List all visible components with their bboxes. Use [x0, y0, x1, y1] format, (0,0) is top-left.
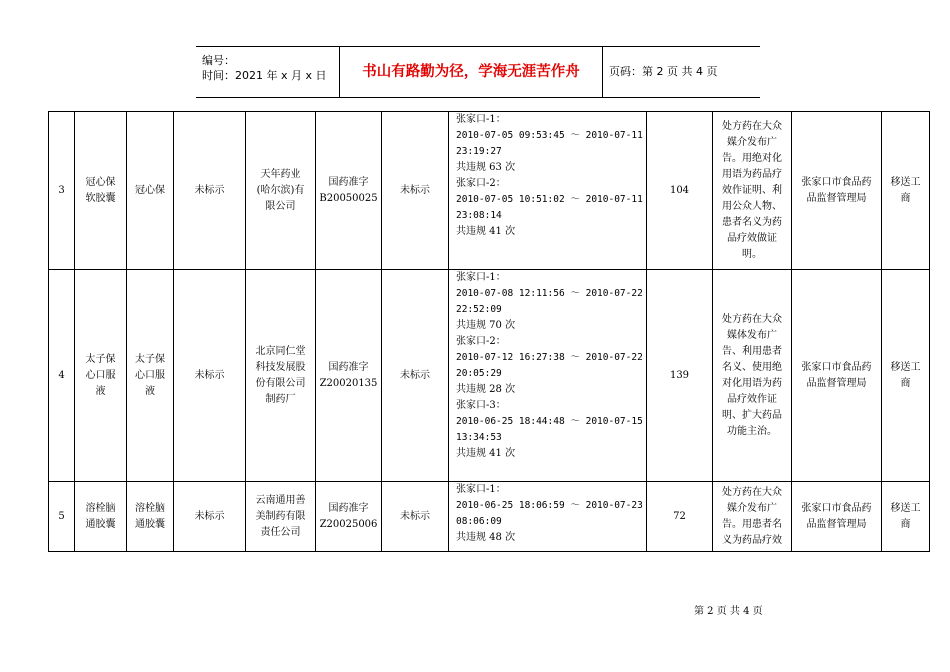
header-meta [196, 47, 339, 97]
broadcast-time-line: 张家口-2： [456, 178, 506, 189]
approval-number-line: B20050025 [319, 192, 378, 204]
violation-content-line: 媒介发布广 [727, 502, 777, 514]
manufacturer [246, 270, 316, 482]
manufacturer [246, 482, 316, 552]
violation-content-line: 用语为药品疗 [722, 168, 782, 180]
handling-action [882, 270, 930, 482]
broadcast-times [449, 112, 647, 270]
broadcast-time-line: 13:34:53 [456, 432, 502, 443]
broadcast-time-line: 22:52:09 [456, 304, 502, 315]
violation-content-line: 名义、使用绝 [722, 361, 782, 373]
handling-action-line: 商 [900, 192, 911, 204]
specification: 未标示 [174, 112, 246, 270]
violation-content-line: 效作证明、利 [722, 184, 782, 196]
page-footer: 第 2 页 共 4 页 [694, 606, 763, 617]
broadcast-time-line: 张家口-3： [456, 400, 506, 411]
handling-action [882, 482, 930, 552]
broadcast-time-line: 08:06:09 [456, 516, 502, 527]
page-header [196, 46, 760, 98]
row-number: 3 [49, 112, 75, 270]
table-row [49, 270, 930, 482]
manufacturer-line: (哈尔滨)有 [256, 184, 305, 196]
brand-name [127, 270, 174, 482]
broadcast-time-line: 张家口-1： [456, 272, 506, 283]
ad-approval-number: 未标示 [382, 270, 449, 482]
broadcast-time-line: 2010-07-12 16:27:38 ～ 2010-07-22 [456, 352, 643, 363]
brand-name-line: 溶栓脑 [135, 502, 165, 514]
code-label: 编号： [202, 54, 235, 67]
product-name-line: 心口服 [85, 369, 116, 381]
product-name-line: 通胶囊 [85, 518, 116, 530]
violation-table [48, 111, 930, 552]
product-name [75, 112, 127, 270]
manufacturer-line: 限公司 [265, 200, 296, 212]
reporting-department-line: 品监督管理局 [806, 192, 867, 204]
violation-content-line: 功能主治。 [727, 425, 777, 437]
reporting-department [792, 270, 882, 482]
broadcast-time-line: 共违规 41 次 [456, 226, 516, 237]
table-row [49, 112, 930, 270]
violation-content [713, 112, 792, 270]
specification: 未标示 [174, 482, 246, 552]
approval-number-line: 国药准字 [328, 176, 369, 188]
violation-content [713, 270, 792, 482]
manufacturer-line: 制药厂 [265, 393, 296, 405]
broadcast-time-line: 张家口-1： [456, 114, 506, 125]
brand-name-line: 太子保 [135, 353, 165, 365]
broadcast-time-line: 共违规 70 次 [456, 320, 516, 331]
brand-name-line: 冠心保 [135, 184, 165, 196]
manufacturer-line: 天年药业 [260, 168, 301, 180]
brand-name [127, 112, 174, 270]
broadcast-time-line: 20:05:29 [456, 368, 502, 379]
ad-approval-number: 未标示 [382, 482, 449, 552]
handling-action-line: 商 [900, 518, 911, 530]
broadcast-time-line: 2010-06-25 18:06:59 ～ 2010-07-23 [456, 500, 643, 511]
broadcast-time-line: 23:08:14 [456, 210, 502, 221]
approval-number [316, 482, 382, 552]
brand-name-line: 液 [145, 385, 155, 397]
violation-content [713, 482, 792, 552]
violation-content-line: 明、扩大药品 [722, 409, 782, 421]
row-number: 4 [49, 270, 75, 482]
broadcast-time-line: 共违规 28 次 [456, 384, 516, 395]
handling-action-line: 移送工 [890, 176, 921, 188]
violation-content-line: 告。用绝对化 [722, 152, 782, 164]
broadcast-time-line: 2010-07-08 12:11:56 ～ 2010-07-22 [456, 288, 643, 299]
product-name-line: 液 [95, 385, 106, 397]
violation-content-line: 告、利用患者 [722, 345, 782, 357]
approval-number [316, 270, 382, 482]
header-motto: 书山有路勤为径，学海无涯苦作舟 [362, 64, 580, 80]
violation-content-line: 明。 [742, 248, 762, 260]
manufacturer-line: 科技发展股 [255, 361, 306, 373]
reporting-department-line: 品监督管理局 [806, 377, 867, 389]
violation-content-line: 处方药在大众 [722, 313, 782, 325]
product-name-line: 太子保 [85, 353, 116, 365]
approval-number [316, 112, 382, 270]
approval-number-line: 国药准字 [328, 361, 369, 373]
broadcast-time-line: 张家口-2： [456, 336, 506, 347]
violation-content-line: 处方药在大众 [722, 120, 782, 132]
violation-content-line: 品疗效做证 [727, 232, 777, 244]
product-name-line: 溶栓脑 [85, 502, 116, 514]
violation-content-line: 义为药品疗效 [722, 534, 782, 546]
handling-action-line: 移送工 [890, 502, 921, 514]
ad-approval-number: 未标示 [382, 112, 449, 270]
handling-action [882, 112, 930, 270]
reporting-department [792, 482, 882, 552]
approval-number-line: Z20020135 [319, 377, 378, 389]
broadcast-time-line: 2010-07-05 10:51:02 ～ 2010-07-11 [456, 194, 643, 205]
product-name [75, 482, 127, 552]
manufacturer-line: 美制药有限 [255, 510, 306, 522]
manufacturer [246, 112, 316, 270]
manufacturer-line: 份有限公司 [255, 377, 306, 389]
handling-action-line: 商 [900, 377, 911, 389]
time-label: 时间：2021 年 x 月 x 日 [202, 69, 327, 82]
product-name-line: 软胶囊 [85, 192, 116, 204]
manufacturer-line: 北京同仁堂 [255, 345, 306, 357]
header-page-number: 页码：第 2 页 共 4 页 [609, 65, 718, 78]
broadcast-time-line: 2010-06-25 18:44:48 ～ 2010-07-15 [456, 416, 643, 427]
reporting-department-line: 张家口市食品药 [801, 361, 872, 373]
violation-content-line: 患者名义为药 [722, 216, 782, 228]
broadcast-time-line: 张家口-1： [456, 484, 506, 495]
broadcast-times [449, 482, 647, 552]
broadcast-times [449, 270, 647, 482]
header-divider [602, 47, 603, 97]
product-name [75, 270, 127, 482]
broadcast-time-line: 共违规 41 次 [456, 448, 516, 459]
reporting-department [792, 112, 882, 270]
brand-name-line: 心口服 [135, 369, 165, 381]
table-row [49, 482, 930, 552]
violation-content-line: 对化用语为药 [722, 377, 782, 389]
approval-number-line: Z20025006 [319, 518, 378, 530]
reporting-department-line: 品监督管理局 [806, 518, 867, 530]
reporting-department-line: 张家口市食品药 [801, 502, 872, 514]
violation-content-line: 媒体发布广 [727, 329, 777, 341]
violation-count: 139 [647, 270, 713, 482]
brand-name [127, 482, 174, 552]
violation-content-line: 告。用患者名 [722, 518, 782, 530]
violation-count: 72 [647, 482, 713, 552]
row-number: 5 [49, 482, 75, 552]
brand-name-line: 通胶囊 [135, 518, 165, 530]
violation-count: 104 [647, 112, 713, 270]
broadcast-time-line: 23:19:27 [456, 146, 502, 157]
specification: 未标示 [174, 270, 246, 482]
reporting-department-line: 张家口市食品药 [801, 176, 872, 188]
broadcast-time-line: 2010-07-05 09:53:45 ～ 2010-07-11 [456, 130, 643, 141]
manufacturer-line: 责任公司 [260, 526, 301, 538]
violation-content-line: 品疗效作证 [727, 393, 777, 405]
broadcast-time-line: 共违规 63 次 [456, 162, 516, 173]
handling-action-line: 移送工 [890, 361, 921, 373]
approval-number-line: 国药准字 [328, 502, 369, 514]
violation-content-line: 处方药在大众 [722, 486, 782, 498]
product-name-line: 冠心保 [85, 176, 116, 188]
violation-content-line: 媒介发布广 [727, 136, 777, 148]
broadcast-time-line: 共违规 48 次 [456, 532, 516, 543]
manufacturer-line: 云南通用善 [255, 494, 306, 506]
violation-content-line: 用公众人物、 [722, 200, 782, 212]
